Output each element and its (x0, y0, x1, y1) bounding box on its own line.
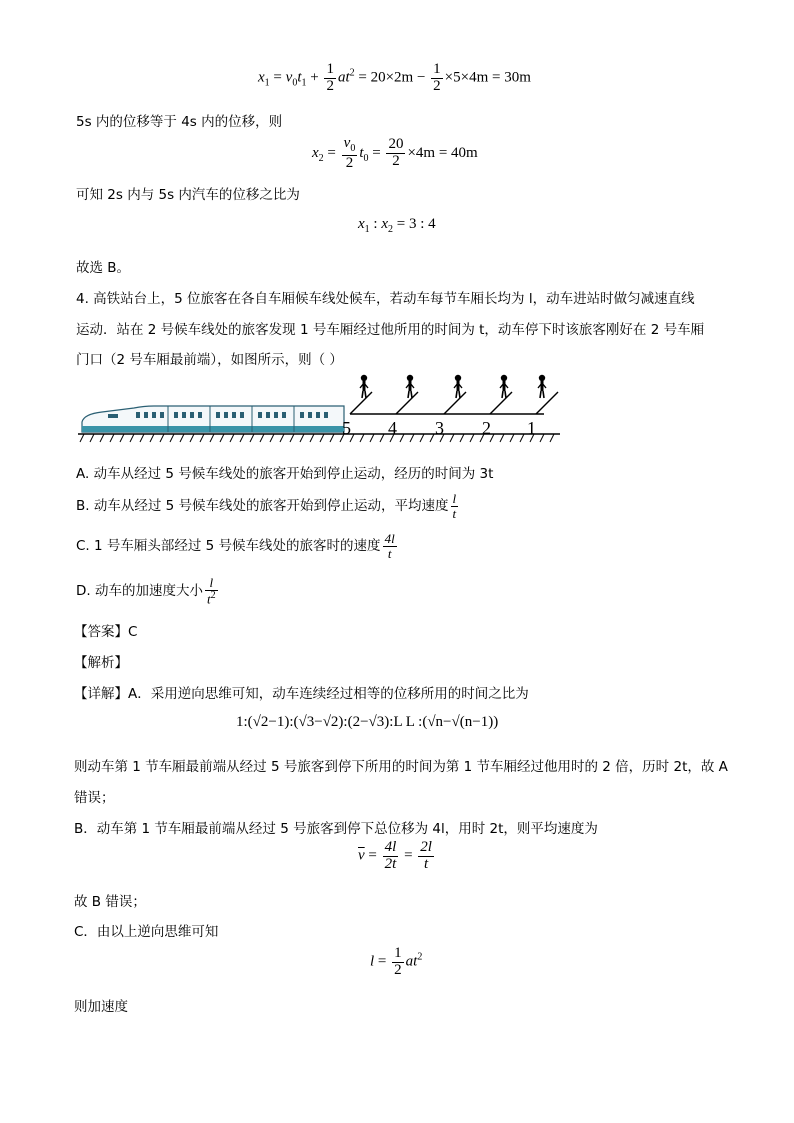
text-choose-b: 故选 B。 (76, 260, 131, 276)
equation-l-half-at2: l = $\frac{1}{2}$ $at^2$ (370, 945, 423, 978)
equation-displacement-x1: $x_1 = v_0t_1$ + $\frac{1}{2}$ $at^2 = 20\times 2m$ − $\frac{1}{2}$ ×5×4m = 30m (258, 61, 531, 94)
fraction-20-over-2: $\frac{20}{2}$ (388, 136, 404, 170)
answer-value: C (128, 624, 138, 640)
equation-displacement-x2: $x_2$ = $\frac{v_0}{2}$ $t_0$ = $\frac{20}{2}$ ×4m = 40m (312, 135, 478, 171)
label-line-5: 5 (342, 418, 351, 438)
label-line-3: 3 (435, 418, 444, 438)
label-line-4: 4 (388, 418, 397, 438)
option-d: D. 动车的加速度大小 $\frac{l}{t^2}$ (76, 575, 216, 606)
train-platform-figure (74, 374, 564, 446)
fraction-half-3: $\frac{1}{2}$ (394, 945, 402, 978)
analysis-tag: 【解析】 (74, 655, 128, 671)
fraction-4l-over-2t: $\frac{4l}{2t}$ (384, 839, 397, 872)
fraction-half: $\frac{1}{2}$ (326, 61, 334, 94)
option-b: B. 动车从经过 5 号候车线处的旅客开始到停止运动，平均速度 $\frac{l}{t}$ (76, 491, 457, 521)
detail-b-line-2: 故 B 错误； (74, 894, 146, 910)
label-line-1: 1 (527, 418, 536, 438)
option-c: C. 1 号车厢头部经过 5 号候车线处的旅客时的速度 $\frac{4l}{t}$ (76, 531, 395, 561)
detail-c-line-2: 则加速度 (74, 999, 128, 1015)
equation-ratio: $x_1$ : $x_2 = 3$ : 4 (358, 216, 436, 235)
question-4-line-3: 门口（2 号车厢最前端），如图所示，则（ ） (76, 352, 343, 368)
fraction-l-over-t: $\frac{l}{t}$ (452, 491, 457, 521)
question-4-line-2: 运动．站在 2 号候车线处的旅客发现 1 号车厢经过他所用的时间为 t，动车停下时该旅客刚好在 2 号车厢 (76, 322, 705, 338)
text-ratio-intro: 可知 2s 内与 5s 内汽车的位移之比为 (76, 187, 300, 203)
detail-a-line-2: 错误； (74, 790, 115, 806)
equation-time-ratio: 1:(√2−1):(√3−√2):(2−√3):L L :(√n−√(n−1)) (236, 714, 499, 730)
fraction-l-over-t-squared: $\frac{l}{t^2}$ (206, 575, 216, 606)
fraction-half-2: $\frac{1}{2}$ (433, 61, 441, 94)
text-5s-displacement: 5s 内的位移等于 4s 内的位移，则 (76, 114, 283, 130)
detail-a-line-1: 则动车第 1 节车厢最前端从经过 5 号旅客到停下所用的时间为第 1 节车厢经过他用时的 2 倍，历时 2t，故 A (74, 759, 728, 775)
detail-b-line-1: B．动车第 1 节车厢最前端从经过 5 号旅客到停下总位移为 4l，用时 2t，则平均速度为 (74, 821, 598, 837)
detail-c-line-1: C．由以上逆向思维可知 (74, 924, 219, 940)
fraction-4l-over-t: $\frac{4l}{t}$ (384, 531, 395, 561)
fraction-v0-over-2: $\frac{v_0}{2}$ (343, 135, 356, 171)
question-4-line-1: 4. 高铁站台上，5 位旅客在各自车厢候车线处候车，若动车每节车厢长均为 l，动车进站时做匀减速直线 (76, 291, 695, 307)
answer-line (74, 620, 137, 640)
option-a: A. 动车从经过 5 号候车线处的旅客开始到停止运动，经历的时间为 3t (76, 466, 494, 482)
label-line-2: 2 (482, 418, 491, 438)
fraction-2l-over-t: $\frac{2l}{t}$ (420, 839, 432, 872)
detail-line: 【详解】A．采用逆向思维可知，动车连续经过相等的位移所用的时间之比为 (74, 686, 529, 702)
train-stripe (82, 426, 344, 432)
passengers (360, 375, 546, 398)
equation-average-velocity: $\overline{v}$ = $\frac{4l}{2t}$ = $\frac{2l}{t}$ (358, 839, 432, 872)
answer-tag: 【答案】 (74, 624, 128, 640)
